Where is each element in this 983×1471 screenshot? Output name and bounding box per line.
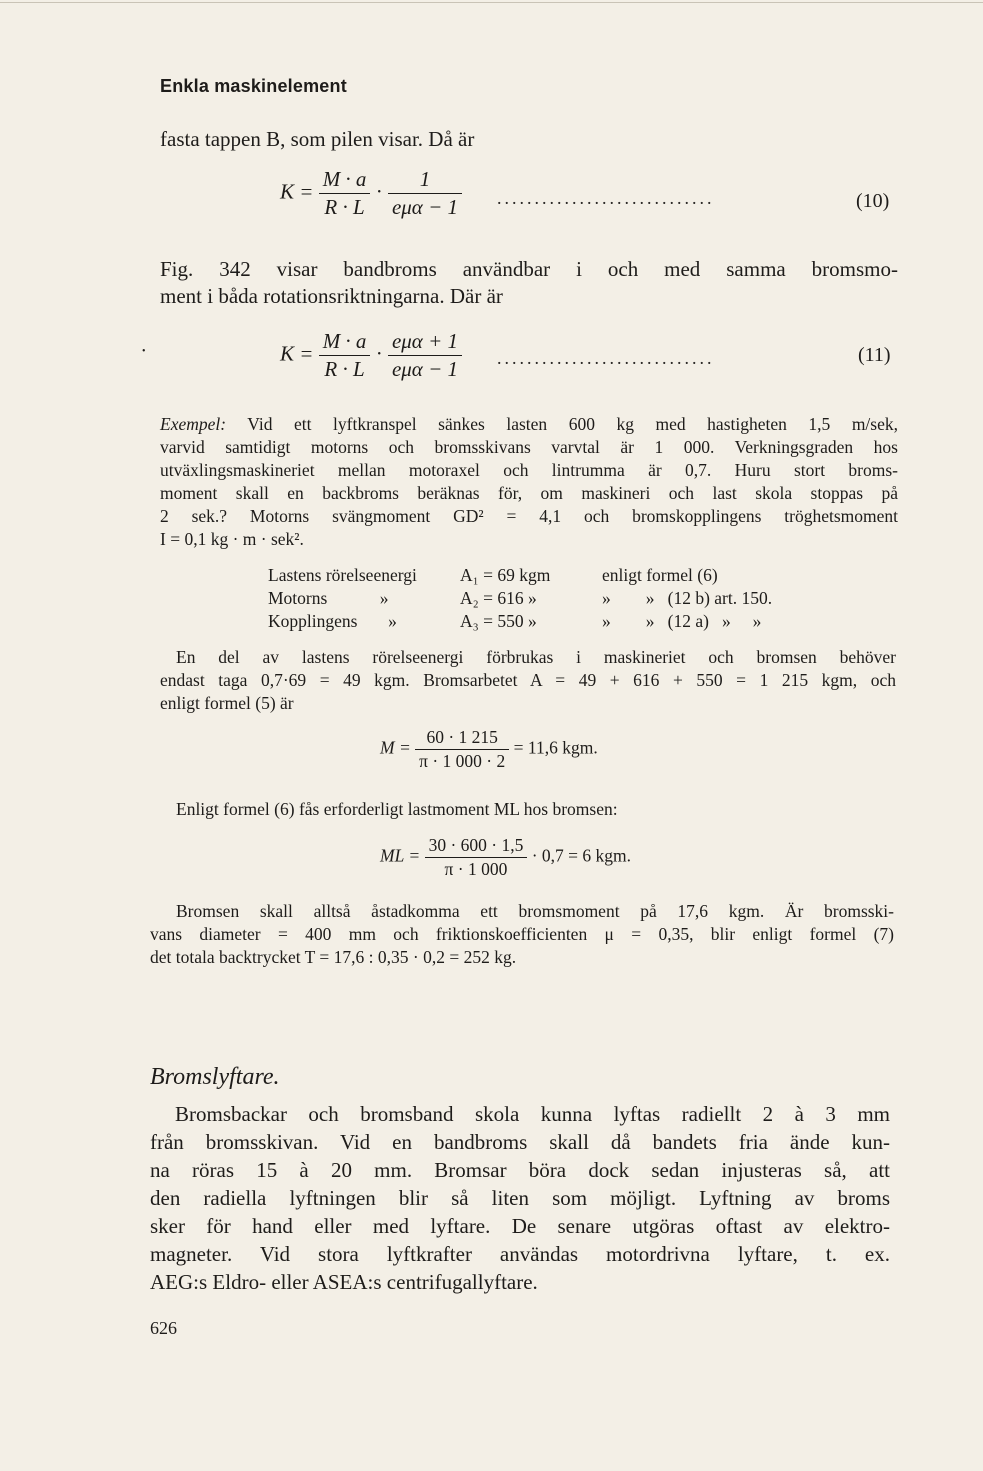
formula-moment: M = $\frac{60 \cdot 1 215}{\pi \cdot 1 000 \cdot 2}$ = 11,6 kgm. (380, 727, 598, 771)
formula-10: K = $\frac{M \cdot a}{R \cdot L}$ · $\frac{1}{\text{eμα − 1}}$ (280, 166, 462, 221)
formula-11-number: (11) (858, 344, 891, 366)
formula-10-lhs: K = (280, 179, 314, 204)
example-paragraph: Exempel: Vid ett lyftkranspel sänkes lasten 600 kg med hastigheten 1,5 m/sek, varvid samtidigt motorns och bromsskivans varvtal är 1 000. Verkningsgraden hos utväxlingsmaskineriet mellan motoraxel och lintrumma är 0,7. Huru stort broms- moment skall en backbroms beräknas för, om maskineri och last skola stoppas på 2 sek.? Motorns svängmoment GD² = 4,1 och bromskopplingens tröghetsmoment I = 0,1 kg · m · sek². (160, 414, 898, 549)
page-number: 626 (150, 1318, 177, 1338)
formula-10-leader: ............................. (497, 188, 715, 208)
energy-table (268, 564, 868, 633)
formula-10-frac2: $\frac{1}{\text{eμα − 1}}$ (388, 166, 462, 221)
paragraph-fig-342: Fig. 342 visar bandbroms användbar i och med samma bromsmo- ment i båda rotationsriktningarna. Där är (160, 257, 898, 308)
margin-marker: • (142, 346, 146, 357)
formula-11: K = $\frac{M \cdot a}{R \cdot L}$ · $\frac{\text{eμα + 1}}{\text{eμα − 1}}$ (280, 328, 462, 383)
formula-load-moment: ML = $\frac{30 \cdot 600 \cdot 1,5}{\pi \cdot 1 000}$ · 0,7 = 6 kgm. (380, 835, 632, 879)
formula-11-leader: ............................. (497, 348, 715, 368)
table-row: Kopplingens » A₃ = 550 » » » (12 a) » » (268, 611, 762, 631)
top-rule (0, 2, 983, 3)
table-row: Motorns » A₂ = 616 » » » (12 b) art. 150. (268, 588, 773, 608)
paragraph-load-moment: Enligt formel (6) fås erforderligt lastmoment ML hos bromsen: (176, 799, 618, 819)
section-title: Bromslyftare. (150, 1064, 280, 1090)
example-label: Exempel: (160, 414, 227, 434)
formula-10-frac1: $\frac{M \cdot a}{R \cdot L}$ (319, 166, 371, 221)
section-body: Bromsbackar och bromsband skola kunna lyftas radiellt 2 à 3 mm från bromsskivan. Vid en bandbroms skall då bandets fria ände kun- na röras 15 à 20 mm. Bromsar böra dock sedan injusteras så, att den radiella lyftningen blir så liten som möjligt. Lyftning av broms sker för hand eller med lyftare. De senare utgöras oftast av elektro- magneter. Vid stora lyftkrafter användas motordrivna lyftare, t. ex. AEG:s Eldro- eller ASEA:s centrifugallyftare. (150, 1102, 890, 1294)
paragraph-brake-work: En del av lastens rörelseenergi förbrukas i maskineriet och bromsen behöver endast taga 0,7·69 = 49 kgm. Bromsarbetet A = 49 + 616 + 550 = 1 215 kgm, och enligt formel (5) är (160, 647, 896, 713)
paragraph-backpressure: Bromsen skall alltså åstadkomma ett bromsmoment på 17,6 kgm. Är bromsski- vans diameter = 400 mm och friktionskoefficienten μ = 0,35, blir enligt formel (7) det totala backtrycket T = 17,6 : 0,35 · 0,2 = 252 kg. (150, 901, 894, 967)
intro-line: fasta tappen B, som pilen visar. Då är (160, 127, 475, 151)
formula-10-number: (10) (856, 190, 890, 212)
running-header: Enkla maskinelement (160, 76, 347, 96)
table-row: Lastens rörelseenergi A₁ = 69 kgm enligt formel (6) (268, 565, 718, 585)
